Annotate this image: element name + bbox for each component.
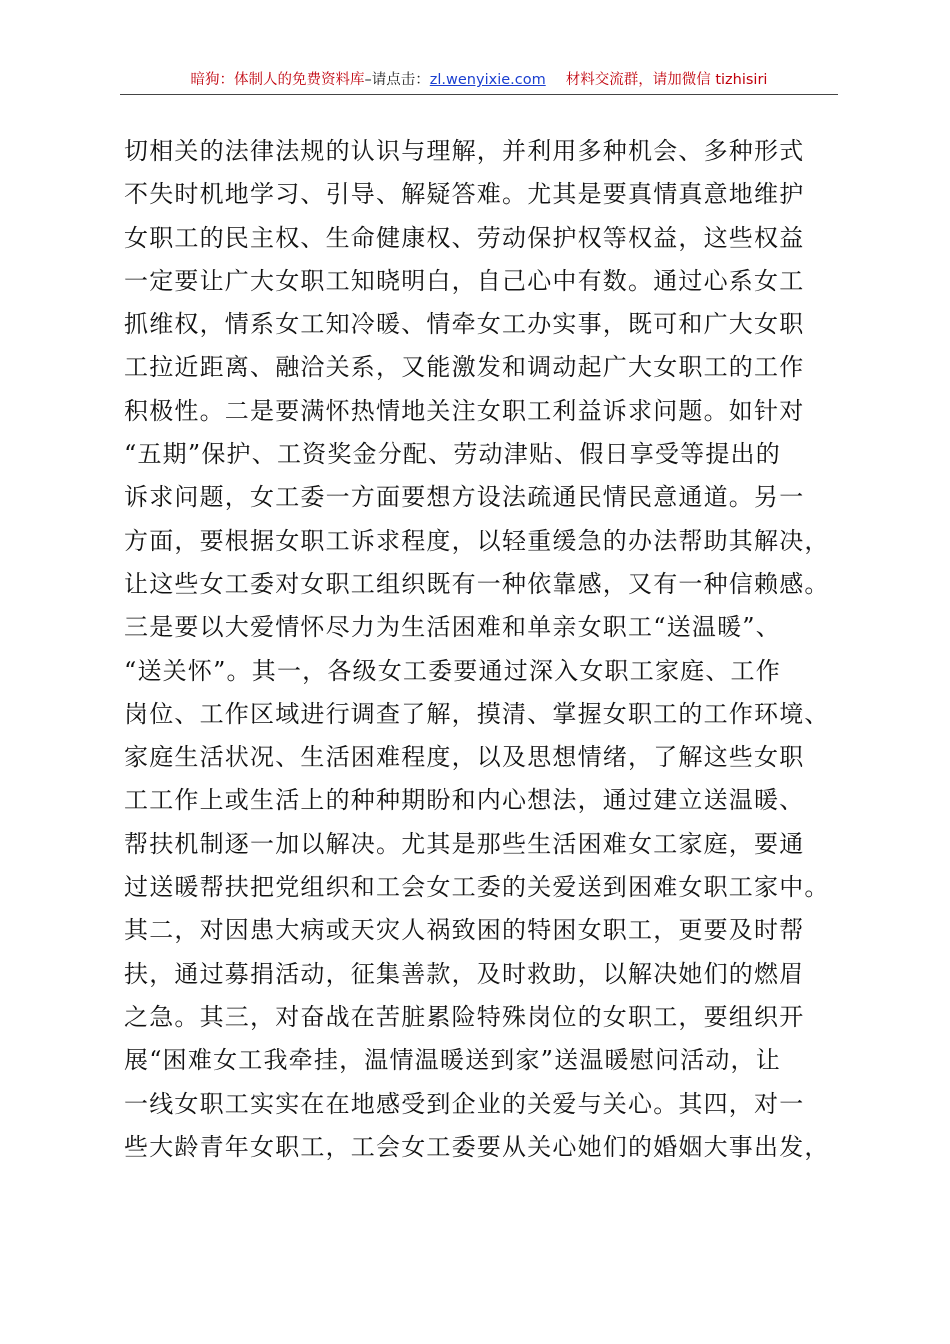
- body-line: “五期”保护、工资奖金分配、劳动津贴、假日享受等提出的: [124, 440, 781, 469]
- header-brand: 暗狗：体制人的免费资料库: [190, 72, 365, 88]
- document-body: [124, 130, 842, 1169]
- body-line: 岗位、工作区域进行调查了解，摸清、掌握女职工的工作环境、: [124, 699, 830, 728]
- body-line: 一定要让广大女职工知晓明白，自己心中有数。通过心系女工: [124, 266, 805, 295]
- header-contact: 材料交流群，请加微信 tizhisiri: [565, 72, 768, 88]
- body-line: 诉求问题，女工委一方面要想方设法疏通民情民意通道。另一: [124, 483, 805, 512]
- body-line: “送关怀”。其一，各级女工委要通过深入女职工家庭、工作: [124, 656, 781, 685]
- body-line: 过送暖帮扶把党组织和工会女工委的关爱送到困难女职工家中。: [124, 873, 830, 902]
- body-line: 让这些女工委对女职工组织既有一种依靠感，又有一种信赖感。: [124, 569, 830, 598]
- body-line: 之急。其三，对奋战在苦脏累险特殊岗位的女职工，要组织开: [124, 1002, 805, 1031]
- header-divider: [120, 94, 838, 95]
- body-line: 不失时机地学习、引导、解疑答难。尤其是要真情真意地维护: [124, 180, 805, 209]
- header-link[interactable]: zl.wenyixie.com: [429, 72, 546, 88]
- page-header: [120, 68, 838, 92]
- body-line: 切相关的法律法规的认识与理解，并利用多种机会、多种形式: [124, 137, 805, 165]
- body-line: 扶，通过募捐活动，征集善款，及时救助，以解决她们的燃眉: [124, 959, 805, 988]
- body-line: 方面，要根据女职工诉求程度，以轻重缓急的办法帮助其解决，: [124, 526, 830, 555]
- body-line: 些大龄青年女职工，工会女工委要从关心她们的婚姻大事出发，: [124, 1132, 830, 1161]
- body-line: 家庭生活状况、生活困难程度，以及思想情绪，了解这些女职: [124, 743, 805, 772]
- body-line: 三是要以大爱情怀尽力为生活困难和单亲女职工“送温暖”、: [124, 613, 781, 642]
- body-line: 女职工的民主权、生命健康权、劳动保护权等权益，这些权益: [124, 223, 805, 252]
- body-line: 帮扶机制逐一加以解决。尤其是那些生活困难女工家庭，要通: [124, 829, 805, 858]
- body-line: 展“困难女工我牵挂，温情温暖送到家”送温暖慰问活动，让: [124, 1046, 781, 1075]
- body-line: 工工作上或生活上的种种期盼和内心想法，通过建立送温暖、: [124, 786, 805, 815]
- body-line: 工拉近距离、融洽关系，又能激发和调动起广大女职工的工作: [124, 353, 805, 382]
- header-prompt: –请点击：: [364, 72, 430, 88]
- body-line: 积极性。二是要满怀热情地关注女职工利益诉求问题。如针对: [124, 396, 805, 425]
- body-line: 抓维权，情系女工知冷暖、情牵女工办实事，既可和广大女职: [124, 310, 805, 339]
- body-line: 其二，对因患大病或天灾人祸致困的特困女职工，更要及时帮: [124, 916, 805, 945]
- body-line: 一线女职工实实在在地感受到企业的关爱与关心。其四，对一: [124, 1089, 805, 1118]
